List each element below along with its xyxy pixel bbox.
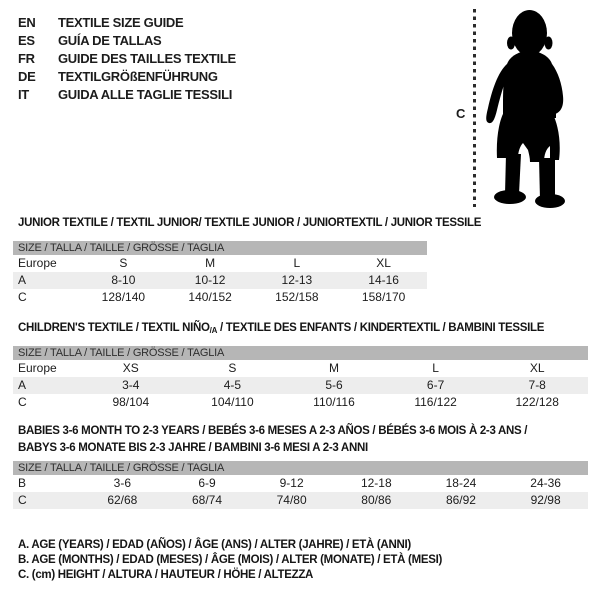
table-row (13, 475, 588, 492)
junior-table-title: JUNIOR TEXTILE / TEXTIL JUNIOR/ TEXTILE JUNIOR / JUNIORTEXTIL / JUNIOR TESSILE (18, 217, 482, 229)
size-cell: 5-6 (325, 378, 343, 392)
size-cell: 7-8 (528, 378, 546, 392)
children-title-part: / TEXTILE DES ENFANTS / KINDERTEXTIL / BAMBINI TESSILE (217, 322, 545, 334)
children-title-subscript: /A (209, 326, 218, 335)
size-cell: 3-4 (122, 378, 140, 392)
footnote-line: C. (cm) HEIGHT / ALTURA / HAUTEUR / HÖHE / ALTEZZA (18, 569, 314, 582)
language-code: ES (18, 33, 35, 48)
footnote-line: A. AGE (YEARS) / EDAD (AÑOS) / ÂGE (ANS) / ALTER (JAHRE) / ETÀ (ANNI) (18, 539, 411, 551)
size-cell: XL (529, 361, 545, 375)
size-cell: S (228, 361, 237, 375)
size-cell: 158/170 (361, 290, 406, 304)
size-cell: 10-12 (194, 273, 226, 287)
table-row (13, 377, 588, 394)
size-cell: 110/116 (313, 395, 355, 409)
size-table (13, 255, 427, 306)
row-label: A (18, 273, 27, 287)
size-table (13, 475, 588, 509)
size-cell: S (119, 256, 128, 270)
children-table-title (18, 320, 544, 339)
size-cell: 80/86 (361, 493, 392, 507)
footnote-line: B. AGE (MONTHS) / EDAD (MESES) / ÂGE (MOIS) / ALTER (MONATE) / ETÀ (MESI) (18, 554, 443, 567)
size-cell: M (205, 256, 216, 270)
row-label: B (18, 476, 27, 490)
language-row (18, 68, 236, 86)
language-row (18, 14, 236, 32)
size-cell: L (293, 256, 301, 270)
table-row (13, 289, 427, 306)
size-cell: 6-9 (198, 476, 216, 490)
size-cell: 86/92 (445, 493, 476, 507)
size-cell: 152/158 (275, 290, 319, 304)
children-table (13, 346, 588, 411)
table-row (13, 492, 588, 509)
size-cell: 3-6 (113, 476, 131, 490)
babies-table-title (18, 423, 527, 457)
size-cell: 116/122 (414, 395, 457, 409)
language-code: DE (18, 69, 36, 84)
size-cell: 98/104 (112, 395, 150, 409)
size-cell: 14-16 (368, 273, 399, 287)
row-label: Europe (18, 256, 57, 270)
babies-title-line2: BABYS 3-6 MONATE BIS 2-3 JAHRE / BAMBINI 3-6 MESI A 2-3 ANNI (18, 442, 368, 454)
size-cell: 12-13 (281, 273, 313, 287)
language-row (18, 50, 236, 68)
size-cell: 9-12 (279, 476, 304, 490)
babies-table (13, 461, 588, 509)
language-list (18, 14, 236, 104)
row-label: C (18, 493, 27, 507)
babies-title-line1: BABIES 3-6 MONTH TO 2-3 YEARS / BEBÉS 3-6 MESES A 2-3 AÑOS / BÉBÉS 3-6 MOIS À 2-3 ANS / (18, 425, 528, 437)
size-cell: 128/140 (101, 290, 146, 304)
children-title-part: CHILDREN'S TEXTILE / TEXTIL NIÑO (18, 322, 210, 334)
baby-silhouette-icon (480, 6, 572, 210)
size-cell: XL (376, 256, 391, 270)
size-cell: 18-24 (445, 476, 477, 490)
junior-table (13, 241, 427, 306)
size-cell: 104/110 (211, 395, 254, 409)
language-label: GUÍA DE TALLAS (58, 33, 162, 48)
language-label: GUIDA ALLE TAGLIE TESSILI (58, 87, 233, 102)
language-row (18, 32, 236, 50)
row-label: Europe (18, 361, 57, 375)
size-header-bar: SIZE / TALLA / TAILLE / GRÖSSE / TAGLIA (13, 461, 588, 475)
size-cell: 122/128 (515, 395, 559, 409)
size-cell: 8-10 (111, 273, 136, 287)
size-cell: M (328, 361, 339, 375)
size-cell: 4-5 (223, 378, 242, 392)
language-code: IT (18, 87, 29, 102)
language-code: EN (18, 15, 36, 30)
size-header-bar: SIZE / TALLA / TAILLE / GRÖSSE / TAGLIA (13, 241, 427, 255)
footnotes (18, 538, 442, 584)
language-code: FR (18, 51, 35, 66)
size-cell: 12-18 (360, 476, 392, 490)
language-row (18, 86, 236, 104)
table-row (13, 394, 588, 411)
language-label: GUIDE DES TAILLES TEXTILE (58, 51, 236, 66)
table-row (13, 255, 427, 272)
row-label: C (18, 290, 27, 304)
table-row (13, 360, 588, 377)
size-cell: 140/152 (188, 290, 232, 304)
size-cell: 68/74 (191, 493, 222, 507)
size-cell: 92/98 (530, 493, 561, 507)
height-dashed-line (473, 9, 476, 207)
size-cell: XS (122, 361, 139, 375)
row-label: C (18, 395, 27, 409)
table-row (13, 272, 427, 289)
language-label: TEXTILGRÖßENFÜHRUNG (58, 69, 218, 84)
size-cell: 6-7 (426, 378, 445, 392)
size-cell: 24-36 (530, 476, 561, 490)
measure-c-label: C (456, 106, 466, 121)
size-cell: 74/80 (276, 493, 307, 507)
size-cell: 62/68 (107, 493, 138, 507)
size-table (13, 360, 588, 411)
row-label: A (18, 378, 27, 392)
size-header-bar: SIZE / TALLA / TAILLE / GRÖSSE / TAGLIA (13, 346, 588, 360)
size-cell: L (432, 361, 439, 375)
language-label: TEXTILE SIZE GUIDE (58, 15, 184, 30)
